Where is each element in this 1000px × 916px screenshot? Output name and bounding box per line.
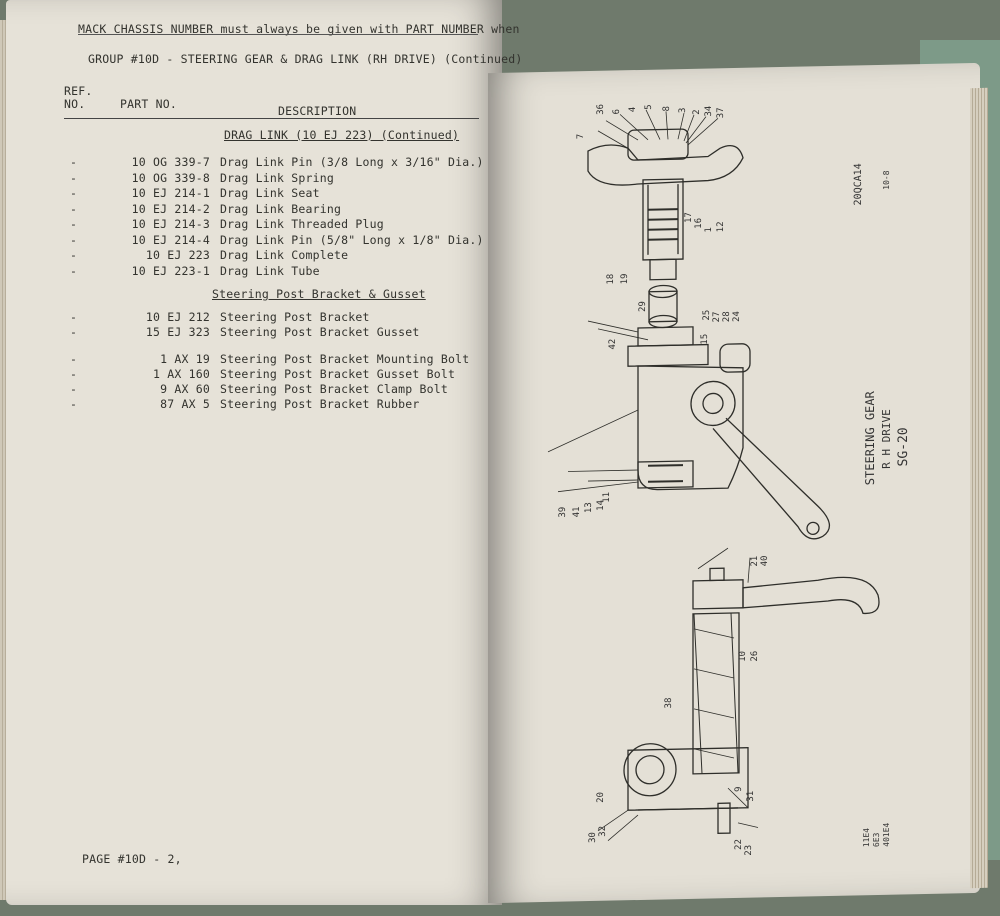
steering-gear-diagram (488, 63, 980, 903)
callout-number: 37 (716, 107, 726, 119)
section-drag-link-title: DRAG LINK (10 EJ 223) (Continued) (224, 128, 460, 142)
callout-number: 21 (750, 555, 760, 567)
row-description: Steering Post Bracket Gusset Bolt (220, 367, 456, 381)
worm-housing (624, 743, 676, 796)
row-part-number: 9 AX 60 (160, 382, 210, 396)
callout-number: 25 (702, 309, 712, 321)
col-no: NO. (64, 97, 86, 111)
col-part: PART NO. (120, 97, 177, 111)
section-bracket-title: Steering Post Bracket & Gusset (212, 287, 426, 301)
row-description: Steering Post Bracket Mounting Bolt (220, 352, 470, 366)
callout-number: 14 (596, 499, 606, 511)
row-ref: - (70, 155, 78, 169)
row-ref: - (70, 248, 78, 262)
row-part-number: 10 EJ 214-4 (131, 232, 210, 247)
row-description: Drag Link Threaded Plug (220, 217, 384, 231)
right-page (488, 63, 980, 903)
callout-number: 39 (558, 506, 568, 518)
row-ref: - (70, 397, 78, 411)
row-part-number: 10 EJ 214-1 (131, 186, 210, 200)
row-ref: - (70, 367, 78, 381)
callout-number: 13 (584, 502, 594, 514)
callout-number: 27 (712, 311, 722, 323)
row-part-number: 10 EJ 223-1 (131, 263, 210, 278)
bearing-cap (638, 327, 693, 346)
row-ref: - (70, 232, 78, 247)
drawing-code-bottom1: 11E4 (862, 827, 871, 848)
drawing-code-bottom2: 6E3 (872, 832, 881, 848)
callout-number: 29 (638, 300, 648, 313)
callout-number: 2 (692, 109, 702, 115)
row-description: Steering Post Bracket (220, 310, 370, 324)
callout-number: 6 (612, 108, 622, 115)
header-rule (64, 118, 479, 119)
row-description: Drag Link Pin (5/8" Long x 1/8" Dia.) (220, 232, 484, 247)
row-ref: - (70, 263, 78, 278)
row-description: Drag Link Bearing (220, 201, 342, 216)
callout-number: 4 (628, 106, 638, 113)
callout-number: 11 (602, 491, 612, 503)
callout-number: 28 (722, 311, 732, 323)
callout-number: 10 (738, 650, 748, 662)
col-ref: REF. (64, 84, 93, 98)
callout-number: 30 (588, 832, 598, 844)
group-title: GROUP #10D - STEERING GEAR & DRAG LINK (RH DRIVE) (Continued) (88, 52, 523, 66)
callout-number: 3 (678, 107, 688, 114)
row-ref: - (70, 325, 78, 339)
row-ref: - (70, 201, 78, 216)
left-page (6, 0, 523, 905)
callout-number: 16 (694, 217, 704, 229)
row-part-number: 10 OG 339-8 (131, 170, 210, 185)
row-ref: - (70, 186, 78, 200)
pitman-ball (807, 522, 819, 534)
callout-number: 22 (734, 838, 744, 850)
row-ref: - (70, 382, 78, 396)
page-number: PAGE #10D - 2, (82, 852, 182, 866)
row-part-number: 87 AX 5 (160, 397, 210, 411)
drawing-code-bottom3: 401E4 (882, 822, 891, 847)
shaft-stub (650, 259, 676, 280)
callout-number: 9 (734, 786, 744, 792)
callout-number: 20 (596, 791, 606, 803)
callout-number: 40 (760, 555, 770, 567)
lower-arm (743, 577, 879, 616)
callout-number: 41 (572, 506, 582, 518)
callout-number: 18 (606, 273, 616, 285)
row-part-number: 15 EJ 323 (145, 325, 210, 339)
drawing-code-top-small: 10-8 (882, 170, 891, 190)
row-ref: - (70, 217, 78, 231)
diagram-caption-line3: SG-20 (896, 427, 911, 467)
clamp-bracket (693, 580, 743, 609)
row-description: Steering Post Bracket Gusset (220, 325, 420, 339)
row-description: Drag Link Tube (220, 263, 320, 278)
col-desc: DESCRIPTION (278, 104, 357, 118)
row-ref: - (70, 310, 78, 324)
drawing-code-top: 20QCA14 (853, 163, 864, 206)
row-description: Drag Link Spring (220, 170, 334, 185)
callout-number: 15 (700, 333, 710, 345)
bearing-ring (628, 345, 708, 367)
callout-number: 26 (750, 650, 760, 662)
callout-number: 32 (598, 825, 608, 837)
row-part-number: 1 AX 19 (160, 352, 210, 366)
row-ref: - (70, 170, 78, 185)
callout-number: 34 (704, 105, 714, 117)
gear-housing (638, 364, 743, 490)
row-description: Drag Link Complete (220, 248, 349, 262)
row-description: Drag Link Pin (3/8 Long x 3/16" Dia.) (220, 155, 484, 169)
callout-number: 1 (704, 226, 714, 233)
callout-number: 31 (746, 790, 756, 802)
callout-number: 42 (608, 338, 618, 350)
callout-number: 17 (684, 211, 694, 224)
callout-number: 19 (620, 273, 630, 285)
callout-number: 36 (596, 103, 606, 115)
callout-number: 24 (732, 310, 742, 323)
row-part-number: 10 EJ 214-3 (131, 217, 210, 231)
row-part-number: 10 EJ 223 (145, 248, 210, 262)
callout-number: 5 (644, 104, 654, 110)
row-part-number: 1 AX 160 (153, 367, 210, 381)
callout-number: 23 (744, 844, 754, 856)
row-description: Drag Link Seat (220, 186, 320, 200)
sector-shaft-boss (691, 381, 735, 426)
row-part-number: 10 OG 339-7 (131, 155, 210, 169)
callout-number: 38 (664, 697, 674, 709)
row-ref: - (70, 352, 78, 366)
row-part-number: 10 EJ 212 (145, 310, 210, 324)
row-part-number: 10 EJ 214-2 (131, 201, 210, 216)
callout-number: 12 (716, 221, 726, 233)
diagram-caption-line2: R H DRIVE (880, 409, 893, 469)
diagram-caption-line1: STEERING GEAR (863, 391, 877, 486)
row-description: Steering Post Bracket Rubber (220, 397, 420, 411)
row-description: Steering Post Bracket Clamp Bolt (220, 382, 448, 396)
notice-text: MACK CHASSIS NUMBER must always be given with PART NUMBER when (78, 22, 520, 36)
callout-number: 7 (576, 133, 586, 140)
notice-underline (78, 34, 478, 36)
callout-number: 8 (662, 105, 672, 112)
right-page-edges (970, 88, 988, 888)
